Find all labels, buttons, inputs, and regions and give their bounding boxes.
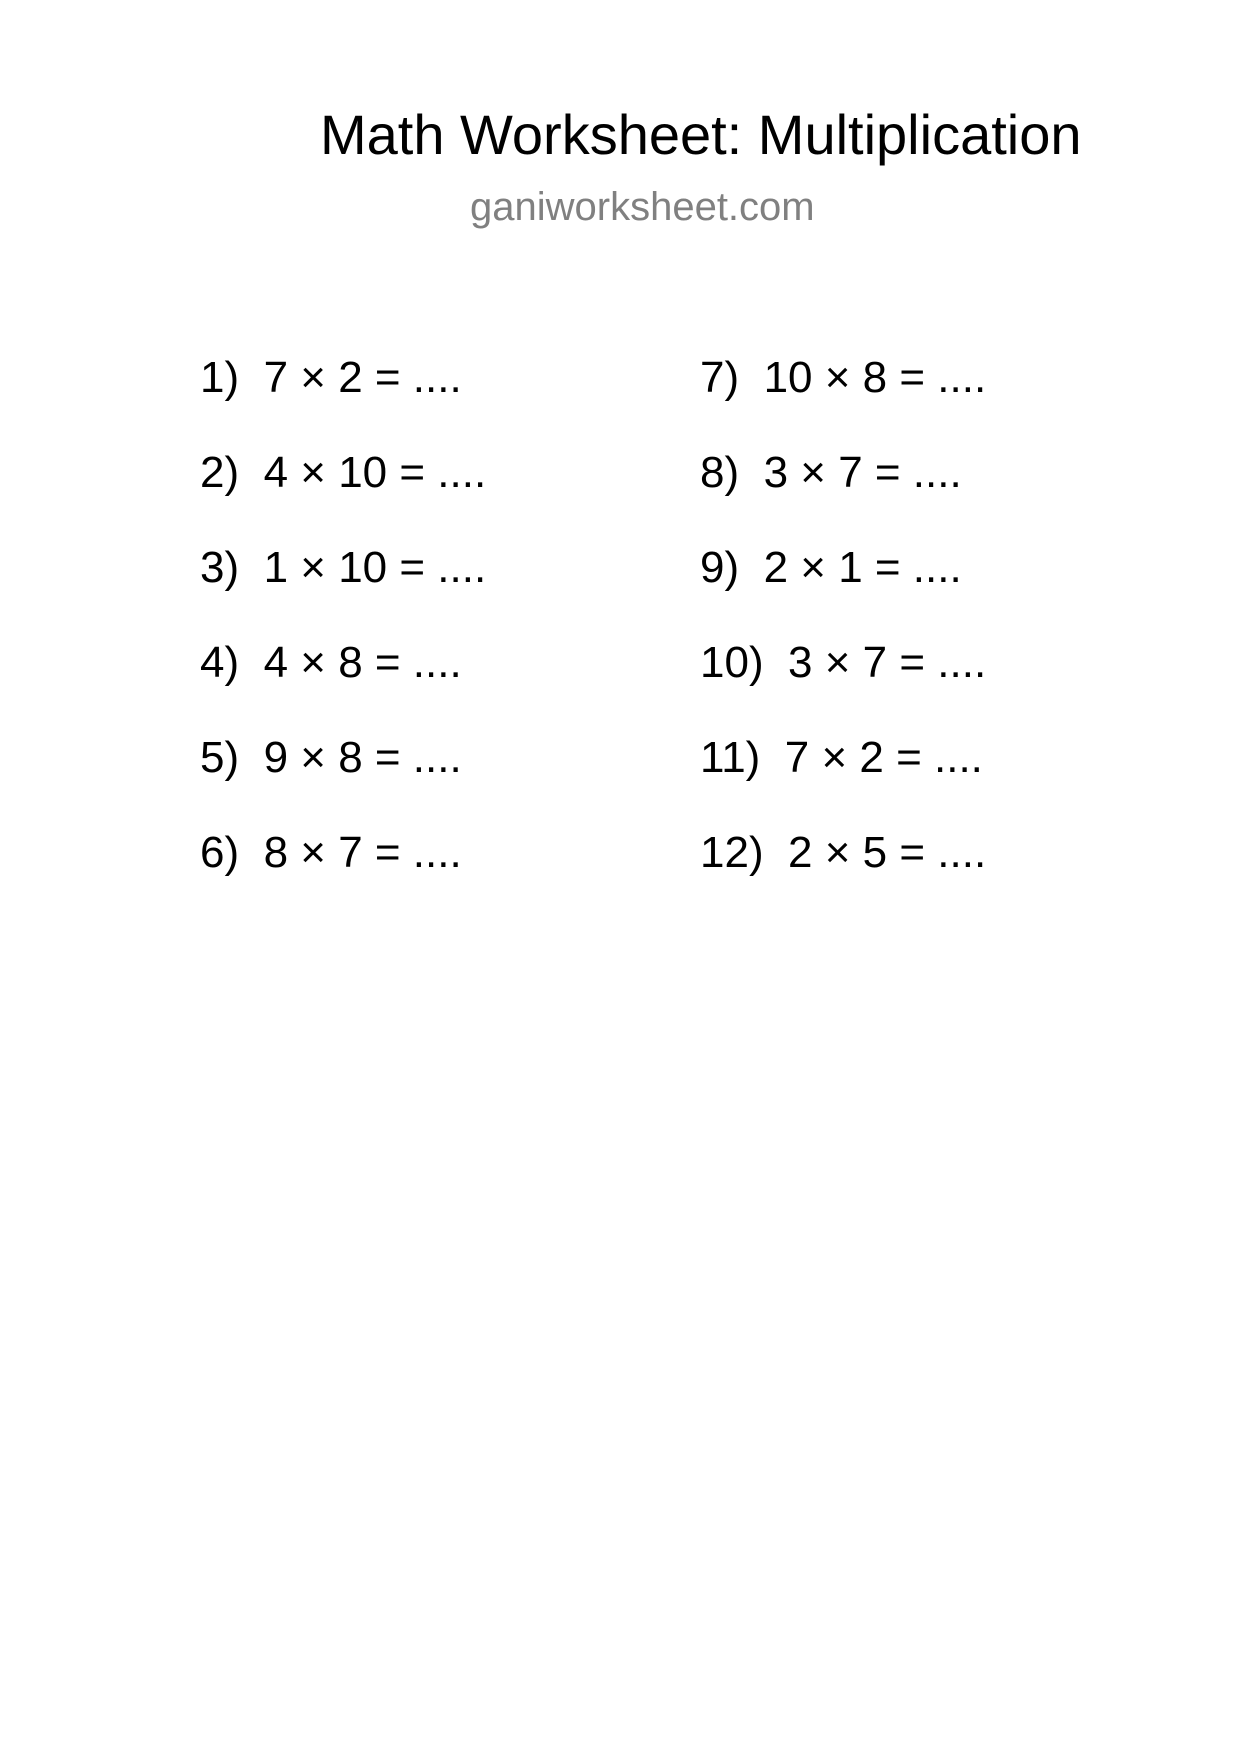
problem-item <box>200 445 720 540</box>
problem-item <box>200 350 720 445</box>
problem-expression: 4 × 10 = .... <box>263 448 487 497</box>
problem-number: 6) <box>200 828 240 877</box>
problem-item <box>700 635 1220 730</box>
problem-item <box>200 825 720 920</box>
problem-number: 7) <box>700 353 740 402</box>
problem-number: 10) <box>700 638 764 687</box>
problem-expression: 10 × 8 = .... <box>763 353 987 402</box>
problem-item <box>200 730 720 825</box>
site-name: ganiworksheet.com <box>470 185 815 229</box>
problem-item <box>700 540 1220 635</box>
problem-item <box>200 635 720 730</box>
problem-expression: 7 × 2 = .... <box>263 353 462 402</box>
problem-number: 12) <box>700 828 764 877</box>
problem-expression: 9 × 8 = .... <box>263 733 462 782</box>
problem-number: 5) <box>200 733 240 782</box>
problem-expression: 1 × 10 = .... <box>263 543 487 592</box>
problem-number: 11) <box>700 733 761 782</box>
problem-number: 3) <box>200 543 240 592</box>
problem-number: 9) <box>700 543 740 592</box>
page-title: Math Worksheet: Multiplication <box>320 103 1082 166</box>
problem-expression: 8 × 7 = .... <box>263 828 462 877</box>
problem-item <box>200 540 720 635</box>
problem-number: 2) <box>200 448 240 497</box>
problem-item <box>700 445 1220 540</box>
problem-expression: 3 × 7 = .... <box>763 448 962 497</box>
problem-expression: 3 × 7 = .... <box>788 638 987 687</box>
problem-expression: 2 × 1 = .... <box>763 543 962 592</box>
problem-expression: 4 × 8 = .... <box>263 638 462 687</box>
problem-expression: 2 × 5 = .... <box>788 828 987 877</box>
problem-list-left <box>200 350 720 920</box>
problem-number: 1) <box>200 353 240 402</box>
problem-number: 4) <box>200 638 240 687</box>
problem-list-right <box>700 350 1220 920</box>
problem-item <box>700 350 1220 445</box>
problem-expression: 7 × 2 = .... <box>784 733 983 782</box>
problem-item <box>700 825 1220 920</box>
problem-number: 8) <box>700 448 740 497</box>
problem-item <box>700 730 1220 825</box>
